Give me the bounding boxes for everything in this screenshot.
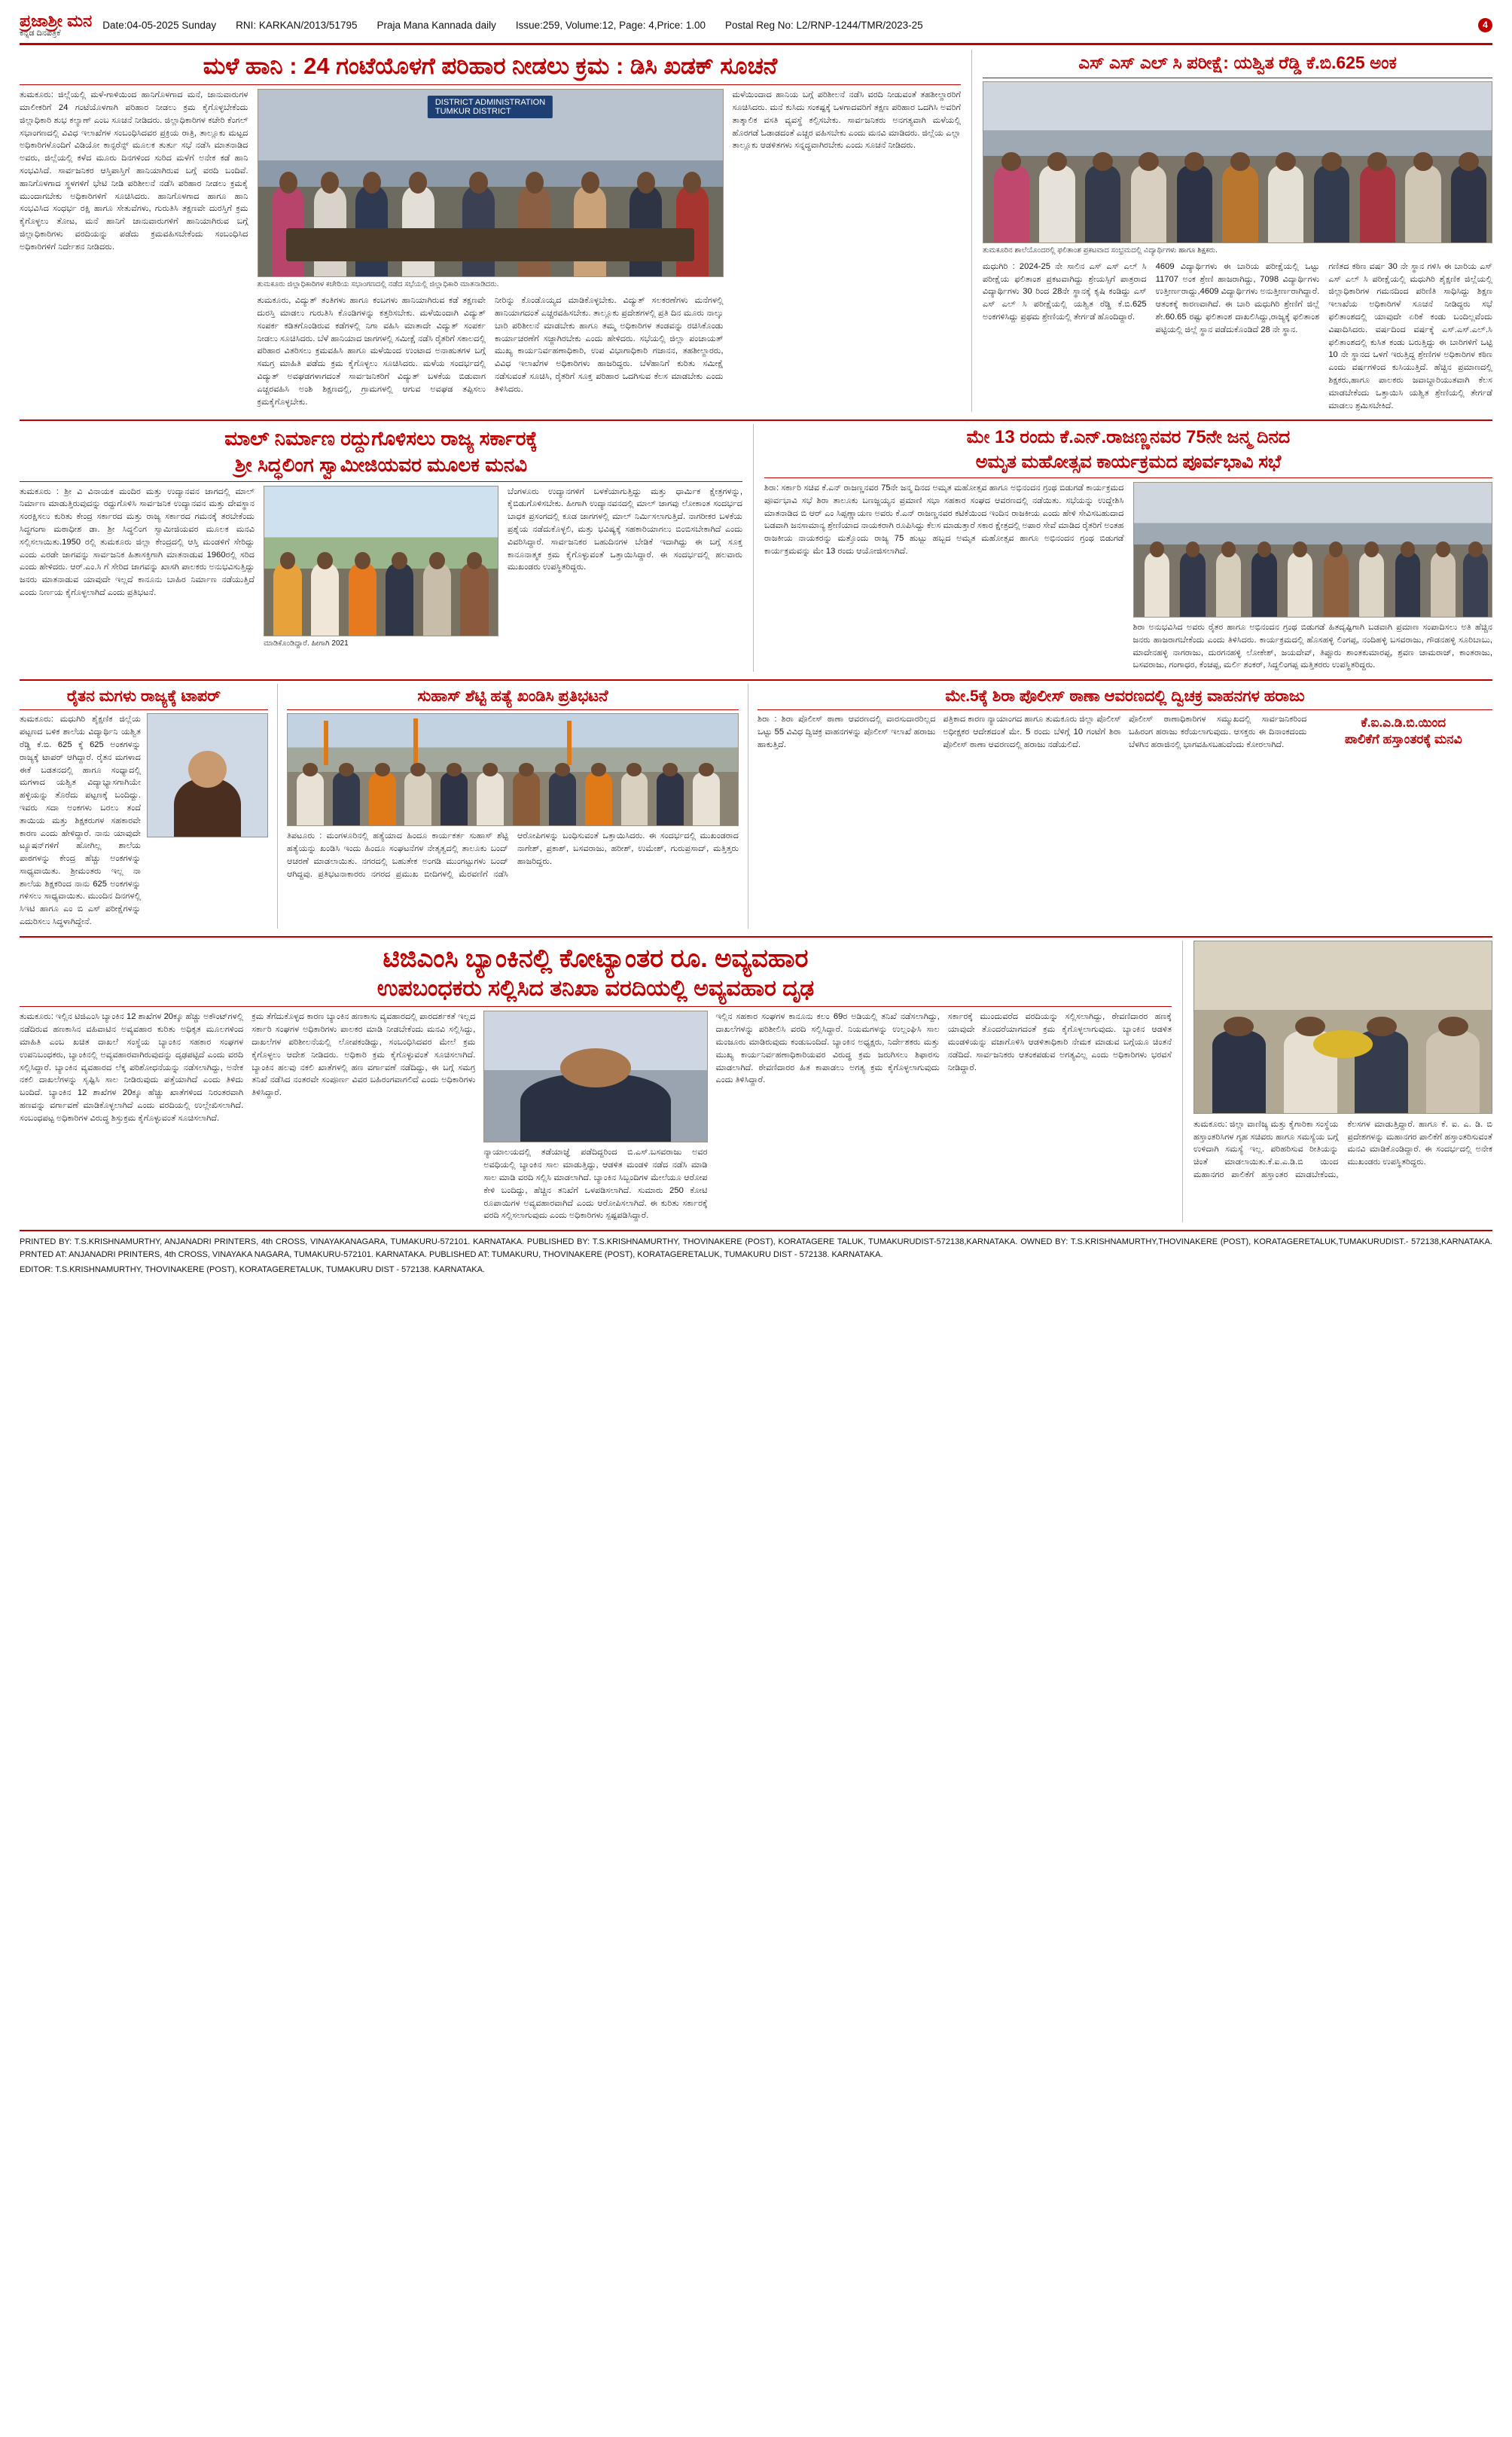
suhas-text: ತಿಪಟೂರು : ಮಂಗಳೂರಿನಲ್ಲಿ ಹತ್ಯೆಯಾದ ಹಿಂದೂ ಕಾರ್ಯಕರ್ತ ಸುಹಾಸ್ ಶೆಟ್ಟಿ ಹತ್ಯೆಯನ್ನು ಖಂಡಿಸಿ ಇಂದು ಹಿಂದೂ ಸಂಘಟನೆಗಳ ನೇತೃತ್ವದಲ್ಲಿ ತಾಲೂಕು ಬಂದ್ ಆಚರಣೆ ಮಾಡಲಾಯಿತು. ನಗರದಲ್ಲಿ ಬಹುತೇಕ ಅಂಗಡಿ ಮುಂಗಟ್ಟುಗಳು ಬಂದ್ ಆಗಿದ್ದವು. ಪ್ರತಿಭಟನಾಕಾರರು ನಗರದ ಪ್ರಮುಖ ಬೀದಿಗಳಲ್ಲಿ ಮೆರವಣಿಗೆ ನಡೆಸಿ ಆರೋಪಿಗಳನ್ನು ಬಂಧಿಸುವಂತೆ ಒತ್ತಾಯಿಸಿದರು. ಈ ಸಂದರ್ಭದಲ್ಲಿ ಮುಖಂಡರಾದ ನಾಗೇಶ್, ಪ್ರಕಾಶ್, ಬಸವರಾಜು, ಹರೀಶ್, ಉಮೇಶ್, ಗುರುಪ್ರಸಾದ್, ಮತ್ತಿತ್ತರು ಹಾಜರಿದ್ದರು. [287, 831, 739, 879]
police-col-3: ಪೊಲೀಸ್ ಠಾಣಾಧಿಕಾರಿಗಳ ಸಮ್ಮುಖದಲ್ಲಿ ಸಾರ್ವಜನಿಕರಿಂದ ಬಹಿರಂಗ ಹರಾಜು ಕರೆಯಲಾಗುವುದು. ಆಸಕ್ತರು ಈ ದಿನಾಂಕದಂದು ಬೆಳಗಿನ ಹರಾಜಿನಲ್ಲಿ ಭಾಗವಹಿಸಬಹುದೆಂದು ಕೋರಲಾಗಿದೆ. [1129, 715, 1307, 749]
masthead-issue: Issue:259, Volume:12, Page: 4,Price: 1.00 [515, 19, 706, 31]
sslc-headline: ಎಸ್ ಎಸ್ ಎಲ್ ಸಿ ಪರೀಕ್ಷೆ: ಯಶ್ವಿತ ರೆಡ್ಡಿ ಕೆ.ಬಿ.625 ಅಂಕ [1078, 52, 1397, 72]
bank-headline-line1: ಟಿಜಿಎಂಸಿ ಬ್ಯಾಂಕಿನಲ್ಲಿ ಕೋಟ್ಯಾಂತರ ರೂ. ಅವ್ಯವಹಾರ [383, 944, 809, 973]
lead-photo-caption: ತುಮಕೂರು ಜಿಲ್ಲಾಧಿಕಾರಿಗಳ ಕಚೇರಿಯ ಸಭಾಂಗಣದಲ್ಲಿ ನಡೆದ ಸಭೆಯಲ್ಲಿ ಜಿಲ್ಲಾಧಿಕಾರಿ ಮಾತನಾಡಿದರು. [257, 280, 499, 289]
masthead-postal: Postal Reg No: L2/RNP-1244/TMR/2023-25 [725, 19, 923, 31]
mall-col-1: ತುಮಕೂರು : ಶ್ರೀ ವಿ ವಿನಾಯಕ ಮಂದಿರ ಮತ್ತು ಉದ್ಯಾನವನ ಜಾಗದಲ್ಲಿ ಮಾಲ್ ನಿರ್ಮಾಣ ಮಾಡುತ್ತಿರುವುದನ್ನು ರದ್ದುಗೊಳಿಸಿ ಸಾರ್ವಜನಿಕ ಉದ್ಯಾನವನ ಮತ್ತು ದೇವಸ್ಥಾನ ಸಂರಕ್ಷಿಸಲು ಕುರಿತು ಕೇಂದ್ರ ಸರ್ಕಾರದ ಮತ್ತು ರಾಜ್ಯ ಸರ್ಕಾರದ ಗಮನಕ್ಕೆ ತರಬೇಕೆಂದು ಸಿದ್ಧಗಂಗಾ ಮಠಾಧೀಶ ಡಾ. ಶ್ರೀ ಸಿದ್ಧಲಿಂಗ ಸ್ವಾಮೀಜಿಯವರ ಮೂಲಕ ಮನವಿ ಸಲ್ಲಿಸಲಾಯಿತು.1950 ರಲ್ಲಿ ತುಮಕೂರು ಜಿಲ್ಲಾ ಕೇಂದ್ರದಲ್ಲಿ ಆಸ್ತಿ ಮಂಡಳಿಗೆ ಸೇರಿದ್ದು ಎಂದು ಎರಡೇ ಜಾಗವನ್ನು ಸಾರ್ವಜನಿಕ ಹಿತಾಸಕ್ತಿಗಾಗಿ ಮಾತನಾಡುವ 1960ರಲ್ಲಿ ಸರಿದ ಎಂದು ಹೇಳಿದರು. ಆರ್.ಎಂ.ಸಿ ಗೆ ಸೇರಿದ ಜಾಗವನ್ನು ಖಾಸಗಿ ಪಾಲಕರು ಅನುಭವಿಸುತ್ತಿದ್ದು ಜನರು ಮಾತನಾಡುವ ಯಾವುದೇ ಇಲ್ಲದೆ ಕಾನೂನು ಬಾಹಿರ ನಿರ್ಮಾಣ ನಡೆಯುತ್ತಿದೆ ಎಂದು ನಿರ್ಣಯ ಕೈಗೊಳ್ಳಲಾಗಿದೆ ಎಂದು ಪ್ರತಿಭಟನೆ. [20, 486, 255, 598]
masthead-info [102, 20, 1468, 31]
column-divider-5 [1182, 941, 1183, 1222]
police-headline: ಮೇ.5ಕ್ಕೆ ಶಿರಾ ಪೊಲೀಸ್ ಠಾಣಾ ಆವರಣದಲ್ಲಿ ದ್ವಿಚಕ್ರ ವಾಹನಗಳ ಹರಾಜು [945, 688, 1305, 706]
may13-story [764, 424, 1492, 672]
police-col-1: ಶಿರಾ : ಶಿರಾ ಪೊಲೀಸ್ ಠಾಣಾ ಆವರಣದಲ್ಲಿ ವಾರಸುದಾರರಿಲ್ಲದ ಒಟ್ಟು 55 ವಿವಿಧ ದ್ವಿಚಕ್ರ ವಾಹನಗಳನ್ನು ಪೊಲೀಸ್ ಇಲಾಖೆ ಹರಾಜು ಹಾಕುತ್ತಿದೆ. [758, 715, 936, 749]
masthead-title-en: Praja Mana Kannada daily [376, 19, 496, 31]
farmer-portrait-photo [147, 713, 268, 837]
mall-headline-line2: ಶ್ರೀ ಸಿದ್ಧಲಿಂಗ ಸ್ವಾಮೀಜಿಯವರ ಮೂಲಕ ಮನವಿ [234, 453, 528, 476]
bank-col-1: ತುಮಕೂರು: ಇಲ್ಲಿನ ಟಿಜಿಎಂಸಿ ಬ್ಯಾಂಕಿನ 12 ಶಾಖೆಗಳ 20ಕ್ಕೂ ಹೆಚ್ಚು ಅಕೌಂಟ್‌ಗಳಲ್ಲಿ ನಡೆದಿರುವ ಹಣಕಾಸಿನ ವಹಿವಾಟಿನ ಅವ್ಯವಹಾರ ಕುರಿತು ಅಧಿಕೃತ ಮೂಲಗಳಿಂದ ಮಾಹಿತಿ ಎಂಬ ಖಚಿತ ದಾಖಲೆ ಸಂಸ್ಥೆಯ ಬ್ಯಾಂಕಿನ ಸಹಕಾರ ಸಂಘಗಳ ಉಪನಿಬಂಧಕರು, ಬ್ಯಾಂಕಿನಲ್ಲಿ ಅವ್ಯವಹಾರವಾಗಿರುವುದನ್ನು ದೃಢಪಟ್ಟಿದೆ ಎಂದು ವರದಿ ಸಲ್ಲಿಸಿದ್ದಾರೆ. ಬ್ಯಾಂಕಿನ ವ್ಯವಹಾರದ ಲೆಕ್ಕ ಪರಿಶೋಧನೆಯನ್ನು ನಡೆಸಲಾಗಿದ್ದು, ಅನೇಕ ನಕಲಿ ದಾಖಲೆಗಳನ್ನು ಸೃಷ್ಟಿಸಿ ಸಾಲ ನೀಡಿರುವುದು ಪತ್ತೆಯಾಗಿದೆ ಎಂದು ತಿಳಿದು ಬಂದಿದೆ. ಬ್ಯಾಂಕಿನ 12 ಶಾಖೆಗಳ 20ಕ್ಕೂ ಹೆಚ್ಚು ಖಾತೆಗಳಿಂದ ನಿರಂತರವಾಗಿ ಹಣವನ್ನು ವರ್ಗಾವಣೆ ಮಾಡಿಕೊಳ್ಳಲಾಗಿದೆ ಎಂದು ವರದಿಯಲ್ಲಿ ಉಲ್ಲೇಖಿಸಲಾಗಿದೆ. ಸಂಬಂಧಪಟ್ಟ ಅಧಿಕಾರಿಗಳ ವಿರುದ್ಧ ಶಿಸ್ತುಕ್ರಮ ಕೈಗೊಳ್ಳುವಂತೆ ಸೂಚಿಸಲಾಗಿದೆ. [20, 1012, 244, 1123]
farmer-text: ತುಮಕೂರು: ಮಧುಗಿರಿ ಶೈಕ್ಷಣಿಕ ಜಿಲ್ಲೆಯ ಪಟ್ಟಣದ ಬಳಿಕ ಶಾಲೆಯ ವಿದ್ಯಾರ್ಥಿನಿ ಯಶ್ವಿತ ರೆಡ್ಡಿ ಕೆ.ಬಿ. 625 ಕ್ಕೆ 625 ಅಂಕಗಳನ್ನು ರಾಜ್ಯಕ್ಕೆ ಟಾಪರ್ ಆಗಿದ್ದಾರೆ. ರೈತನ ಮಗಳಾದ ಈಕೆ ಬಡತನದಲ್ಲಿ ಹಾಗೂ ಸಂಧ್ಯಾದಲ್ಲಿ ಮಗಳಾದ ಯಶ್ವಿತ ವಿದ್ಯಾಭ್ಯಾಸಗಾಗಿಯೇ ಹಳ್ಳಿಯನ್ನು ತೊರೆದು ಪಟ್ಟಣಕ್ಕೆ ಬಂದಿದ್ದು. ಇವರು ಸದಾ ಅಂಕಗಳು ಬರಲು ತಂದೆ ತಾಯಿಯ ಮತ್ತು ಶಿಕ್ಷಕರುಗಳ ಸಹಕಾರವೇ ಕಾರಣ ಎಂದು ಹೇಳಿದ್ದಾರೆ. ನಾನು ಯಾವುದೇ ಟ್ಯೂಷನ್‌ಗಳಿಗೆ ಹೋಗಿಲ್ಲ ಶಾಲೆಯ ಪಾಠಗಳನ್ನು ಕೇಂದ್ರ ಹೆಚ್ಚು ಅಂಕಗಳನ್ನು ಸಾಧ್ಯವಾಯಿತು. ಶ್ರೀಮಂತರು ಇಲ್ಲ ನಾ ಶಾಲೆಯ ಶಿಕ್ಷಕರಿಂದ ನಾನು 625 ಅಂಕಗಳನ್ನು ಗಳಿಸಲು ಸಾಧ್ಯವಾಯಿತು. ಮುಂದಿನ ದಿನಗಳಲ್ಲಿ ಸಿಇಟಿ ಹಾಗೂ ಎಂ ಬಿ ಎಸ್ ಪರೀಕ್ಷೆಗಳನ್ನು ಎದುರಿಸಲು ಸಿದ್ಧಳಾಗಿದ್ದೇನೆ. [20, 715, 141, 927]
lead-col-3: ನೀರಿನ್ನು ಕೊಂಡೊಯ್ಯದ ಮಾಡಿಕೊಳ್ಳಬೇಕು. ವಿದ್ಯುತ್ ಸಲಕರಣೆಗಳು ಮನೆಗಳಲ್ಲಿ ಹಾನಿಯಾಗದಂತೆ ಎಚ್ಚರವಹಿಸಬೇಕು. ತಾಲ್ಲೂಕು ಪ್ರದೇಶಗಳಲ್ಲಿ ಪ್ರತಿ ದಿನ ಮೂರು ನಾಲ್ಕು ಬಾರಿ ಪರಿಶೀಲನೆ ಮಾಡಬೇಕು ಹಾಗೂ ತಮ್ಮ ಅಧಿಕಾರಿಗಳ ತಂಡವನ್ನು ರಚಿಸಿಕೊಂಡು ಕಾರ್ಯಾಚರಣೆಗೆ ಸಜ್ಜಾಗಿರಬೇಕು ಎಂದು ಹೇಳಿದರು. ಸಭೆಯಲ್ಲಿ ಜಿಲ್ಲಾ ಪಂಚಾಯತ್ ಮುಖ್ಯ ಕಾರ್ಯನಿರ್ವಹಣಾಧಿಕಾರಿ, ಉಪ ವಿಭಾಗಾಧಿಕಾರಿ ಗಜಾನನ, ತಹಶೀಲ್ದಾರರು, ವಿವಿಧ ಇಲಾಖೆಗಳ ಅಧಿಕಾರಿಗಳು ಹಾಜರಿದ್ದರು. ಬೆಳೆಹಾನಿಗೆ ಕುರಿತು ಸಮೀಕ್ಷೆ ನಡೆಸುವಂತೆ ಸೂಚಿಸಿ, ರೈತರಿಗೆ ಸೂಕ್ತ ಪರಿಹಾರ ಒದಗಿಸುವ ಕೆಲಸ ಮಾಡಬೇಕು ಎಂದು ತಿಳಿಸಿದರು. [495, 296, 724, 394]
may13-col-2: ಶಿರಾ ಅನುಭವಿಸಿದ ಅವರು ರೈತರ ಹಾಗೂ ಅಭಿನಂದನ ಗ್ರಂಥ ಬಿಡುಗಡೆ ಹಿತದೃಷ್ಟಿಗಾಗಿ ಬಡವಾಗಿ ಪ್ರಮಾಣ ಸಂಪಾದಿಸಲು ಅತಿ ಹೆಚ್ಚಿನ ಜನರು ಹಾಜರಾಗಬೇಕೆಂದು ಎಂದು ತಿಳಿಸಿದರು. ಕಾರ್ಯಕ್ರಮದಲ್ಲಿ ಹೊಸಹಳ್ಳಿ ಲಿಂಗಪ್ಪ, ನಂದಿಹಳ್ಳಿ ಬಸವರಾಜು, ಗೌಡನಹಳ್ಳಿ ಸೂರಿಬಾಬು, ಮಾದೇನಹಳ್ಳಿ ನಾಗರಾಜು, ದುರಗನಹಳ್ಳಿ ಲೋಕೇಶ್, ಜಯದೇವ್, ತಿಪ್ಪೂರು ಶಾಂತಕುಮಾರಪ್ಪ, ಶ್ರವಣ ಚಾಮರಾಜ್, ಕಾಂತರಾಜು, ಬಸವರಾಜು, ಗಂಗಾಧರ, ಕೆಂಚಪ್ಪ, ಮರ್ಲಿ ಶಂಕರ್, ಸಿದ್ದಲಿಂಗಪ್ಪ ಮತ್ತಿತರರು ಉಪಸ್ಥಿತರಿದ್ದರು. [1132, 622, 1492, 670]
page-number-badge: 4 [1478, 18, 1492, 32]
imprint-line-1: PRINTED BY: T.S.KRISHNAMURTHY, ANJANADRI PRINTERS, 4th CROSS, VINAYAKANAGARA, TUMAKURU-572101. KARNATAKA. PUBLISHED BY: T.S.KRISHNAMURTHY, THOVINAKERE (POST), KORATAGERE TALUK, TUMAKURUDIST-572138,KARNATAKA. OWNED BY: T.S.KRISHNAMURTHY,THOVINAKERE (POST), KORATAGERETALUK,TUMAKURUDIST.- 572138,KARNATAKA. PRNTED AT: ANJANADRI PRINTERS, 4th CROSS, VINAYAKA NAGARA, TUMAKURU-572101. KARNATAKA. PUBLISHED AT: TUMAKURU, THOVINAKERE (POST), KORATAGERETALUK, TUMAKURU DIST - 572138. KARNATAKA. [20, 1237, 1492, 1260]
bank-col-3: ನ್ಯಾಯಾಲಯದಲ್ಲಿ ತಡೆಯಾಜ್ಞೆ ಪಡೆದಿದ್ದರಿಂದ ಬಿ.ಎಸ್.ಬಸವರಾಜು ಅವರ ಅವಧಿಯಲ್ಲಿ ಬ್ಯಾಂಕಿನ ಸಾಲ ಮಾಡುತ್ತಿದ್ದು, ಆಡಳಿತ ಮಂಡಳಿ ನಡೆದ ನಡೆಸಿ ಮಾಡಿ ಸಾಲ ಮಾಡಿ ವರದಿ ಸಲ್ಲಿಸಿ ಮಾಡಲಾಗಿದೆ. ಬ್ಯಾಂಕಿನ ಸಿಬ್ಬಂದಿಗಳ ಮೇಲೆಯೂ ಆರೋಪ ಕೇಳಿ ಬಂದಿದ್ದು, ಹೆಚ್ಚಿನ ತನಿಖೆಗೆ ಒಳಪಡಿಸಲಾಗಿದೆ. ಸುಮಾರು 250 ಕೋಟಿ ರೂಪಾಯಿಗಳ ಅವ್ಯವಹಾರವಾಗಿದೆ ಎಂದು ಆರೋಪಿಸಲಾಗಿದೆ. ಈ ಕುರಿತು ಸರ್ಕಾರಕ್ಕೆ ವರದಿ ಸಲ್ಲಿಸಲಾಗುವುದು ಎಂದು ಅಧಿಕಾರಿಗಳು ಸ್ಪಷ್ಟಪಡಿಸಿದ್ದಾರೆ. [483, 1148, 708, 1221]
kiadb-headline-line2: ಪಾಲಿಕೆಗೆ ಹಸ್ತಾಂತರಕ್ಕೆ ಮನವಿ [1344, 731, 1462, 746]
may13-headline-line1: ಮೇ 13 ರಂದು ಕೆ.ಎನ್.ರಾಜಣ್ಣನವರ 75ನೇ ಜನ್ಮ ದಿನದ [966, 427, 1291, 448]
sslc-col-3: ಗಣಿತದ ಕಠಿಣ ವರ್ಷ 30 ನೇ ಸ್ಥಾನ ಗಳಿಸಿ ಈ ಬಾರಿಯ ಎಸ್ ಎಸ್ ಎಲ್ ಸಿ ಪರೀಕ್ಷೆಯಲ್ಲಿ ಮಧುಗಿರಿ ಶೈಕ್ಷಣಿಕ ಜಿಲ್ಲೆಯಲ್ಲಿ ಜಿಲ್ಲಾಧಿಕಾರಿಗಳ ಗಮನದಿಂದ ಪರಿಣಿತಿ ಸಾಧಿಸಿದ್ದು ಶಿಕ್ಷಣ ಇಲಾಖೆಯ ಅಧಿಕಾರಿಗಳೆ ಸೂಚನೆ ನೀಡಿದ್ದರು ಸಭೆ ಫಲಿತಾಂಶದಲ್ಲಿ ಯಾವುದೇ ಏರಿಕೆ ಕಂಡು ಬಂದಿಲ್ಲವೆಂದು ವಿಷಾದಿಸಿದರು. ವರ್ಷದಿಂದ ವರ್ಷಕ್ಕೆ ಎಸ್.ಎಸ್.ಎಲ್.ಸಿ ಫಲಿತಾಂಶದಲ್ಲಿ ಕುಸಿತ ಕಂಡು ಬರುತ್ತಿದ್ದು ಈ ಬಾರಿಗಳಿಗೆ ಒಟ್ಟಿ 10 ನೇ ಸ್ಥಾನದ ಒಳಗೆ ಇರುತ್ತಿದ್ದ ಶ್ರೇಣಿಗಳ ಅಧಿಕಾರಿಗಳ ಕಠಿಣ ಎಂದು ವರ್ಷಗಳಿಂದ ಕುಸಿಯುತ್ತಿದೆ. ಹೆಚ್ಚಿನ ಪ್ರಮಾಣದಲ್ಲಿ ಶಿಕ್ಷಕರು,ಹಾಗೂ ಪಾಲಕರು ಜವಾಬ್ದಾರಿಯುತವಾಗಿ ಕೆಲಸ ಮಾಡಬೇಕೆಂದು ಒತ್ತಾಯಿಸಿ ಯಶ್ವಿತ ಶ್ರೇಣಿಯಲ್ಲಿ ತೇರ್ಗಡೆ ಮಾಡಲು ಶ್ರಮಿಸಬೇಕಿದೆ. [1328, 261, 1492, 410]
sslc-col-2: 4609 ವಿದ್ಯಾರ್ಥಿಗಳು ಈ ಬಾರಿಯ ಪರೀಕ್ಷೆಯಲ್ಲಿ ಒಟ್ಟು 11707 ಅಂಕ ಶ್ರೇಣಿ ಹಾಜರಾಗಿದ್ದು, 7098 ವಿದ್ಯಾರ್ಥಿಗಳು ಉತ್ತೀರ್ಣರಾದ್ದು,4609 ವಿದ್ಯಾರ್ಥಿಗಳು ಅನುತ್ತೀರ್ಣರಾಗಿದ್ದಾರೆ. ಆತಂಕಕ್ಕೆ ಕಾರಣವಾಗಿದೆ. ಈ ಬಾರಿ ಮಧುಗಿರಿ ಶ್ರೇಣಿಗೆ ಜಿಲ್ಲೆ ಶೇ.60.65 ರಷ್ಟು ಫಲಿತಾಂಶ ದಾಖಲಿಸಿದ್ದು,ರಾಜ್ಯಕ್ಕೆ ಫಲಿತಾಂಶ ಪಟ್ಟಿಯಲ್ಲಿ ಜಿಲ್ಲೆ ಸ್ಥಾನ ಪಡೆದುಕೊಂಡಿದೆ 28 ನೇ ಸ್ಥಾನ. [1155, 261, 1320, 334]
publication-logo [20, 12, 92, 38]
imprint-footer [20, 1230, 1492, 1276]
column-divider-2 [753, 424, 754, 672]
bank-headline-line2: ಉಪಬಂಧಕರು ಸಲ್ಲಿಸಿದ ತನಿಖಾ ವರದಿಯಲ್ಲಿ ಅವ್ಯವಹಾರ ದೃಢ [376, 975, 815, 1001]
may13-photo [1133, 482, 1493, 618]
logo-subtitle: ಕನ್ನಡ ದಿನಪತ್ರಿಕೆ [20, 29, 61, 38]
masthead [20, 12, 1492, 45]
logo-title: ಪ್ರಜಾಶ್ರೀ ಮನ [20, 11, 93, 30]
lead-story [20, 50, 961, 413]
column-divider [971, 50, 972, 413]
masthead-date: Date:04-05-2025 Sunday [102, 19, 217, 31]
sslc-photo-caption: ತುಮಕೂರಿನ ಶಾಲೆಯೊಂದರಲ್ಲಿ ಫಲಿತಾಂಶ ಪ್ರಕಟವಾದ ಸಂಭ್ರಮದಲ್ಲಿ ವಿದ್ಯಾರ್ಥಿಗಳು ಹಾಗೂ ಶಿಕ್ಷಕರು. [983, 246, 1218, 255]
police-col-2: ಪತ್ರಿಕಾದ ಕಾರಣ ನ್ಯಾಯಾಂಗದ ಹಾಗೂ ತುಮಕೂರು ಜಿಲ್ಲಾ ಪೊಲೀಸ್ ಅಧೀಕ್ಷಕರ ಆದೇಶದಂತೆ ಮೇ. 5 ರಂದು ಬೆಳಿಗ್ಗೆ 10 ಗಂಟೆಗೆ ಶಿರಾ ಪೊಲೀಸ್ ಠಾಣಾ ಆವರಣದಲ್ಲಿ ಹರಾಜು ನಡೆಯಲಿದೆ. [943, 715, 1121, 749]
bank-col-4: ಇಲ್ಲಿನ ಸಹಕಾರ ಸಂಘಗಳ ಕಾನೂನು ಕಲಂ 69ರ ಅಡಿಯಲ್ಲಿ ತನಿಖೆ ನಡೆಸಲಾಗಿದ್ದು, ದಾಖಲೆಗಳನ್ನು ಪರಿಶೀಲಿಸಿ ವರದಿ ಸಲ್ಲಿಸಿದ್ದಾರೆ. ನಿಯಮಗಳನ್ನು ಉಲ್ಲಂಘಿಸಿ ಸಾಲ ಮಂಜೂರು ಮಾಡಿರುವುದು ಕಂಡುಬಂದಿದೆ. ಬ್ಯಾಂಕಿನ ಅಧ್ಯಕ್ಷರು, ನಿರ್ದೇಶಕರು ಮತ್ತು ಮುಖ್ಯ ಕಾರ್ಯನಿರ್ವಹಣಾಧಿಕಾರಿಯವರ ವಿರುದ್ಧ ಕ್ರಮ ಜರುಗಿಸಲು ಶಿಫಾರಸು ಮಾಡಲಾಗಿದೆ. ಠೇವಣಿದಾರರ ಹಿತ ಕಾಪಾಡಲು ಅಗತ್ಯ ಕ್ರಮ ಕೈಗೊಳ್ಳಲಾಗುವುದು ಎಂದು ತಿಳಿಸಿದ್ದಾರೆ. [715, 1012, 940, 1085]
sslc-story [983, 50, 1492, 413]
bank-col-5: ಸರ್ಕಾರಕ್ಕೆ ಮುಂದುವರೆದ ವರದಿಯನ್ನು ಸಲ್ಲಿಸಲಾಗಿದ್ದು, ಠೇವಣಿದಾರರ ಹಣಕ್ಕೆ ಯಾವುದೇ ತೊಂದರೆಯಾಗದಂತೆ ಕ್ರಮ ಕೈಗೊಳ್ಳಲಾಗುವುದು. ಬ್ಯಾಂಕಿನ ಆಡಳಿತ ಮಂಡಳಿಯನ್ನು ವಜಾಗೊಳಿಸಿ ಆಡಳಿತಾಧಿಕಾರಿ ನೇಮಕ ಮಾಡುವ ಬಗ್ಗೆಯೂ ಚಿಂತನೆ ನಡೆದಿದೆ. ಸಾರ್ವಜನಿಕರು ಆತಂಕಪಡುವ ಅಗತ್ಯವಿಲ್ಲ ಎಂದು ಅಧಿಕಾರಿಗಳು ಭರವಸೆ ನೀಡಿದ್ದಾರೆ. [947, 1012, 1172, 1072]
kiadb-photo [1193, 941, 1492, 1114]
may13-col-1: ಶಿರಾ: ಸರ್ಕಾರಿ ಸಚಿವ ಕೆ.ಎನ್ ರಾಜಣ್ಣನವರ 75ನೇ ಜನ್ಮ ದಿನದ ಅಮೃತ ಮಹೋತ್ಸವ ಹಾಗೂ ಅಭಿನಂದನ ಗ್ರಂಥ ಬಿಡುಗಡೆ ಕಾರ್ಯಕ್ರಮದ ಪೂರ್ವಭಾವಿ ಸಭೆ ಶಿರಾ ತಾಲೂಕು ಬಣಜ್ಜಯ್ಯನ ಪ್ರಮಾಣಿ ಸಭಾ ಸಹಕಾರ ಸಂಘದ ಆವರಣದಲ್ಲಿ ನಡೆಯಿತು. ಸಭೆಯನ್ನು ಉದ್ದೇಶಿಸಿ ಮಾತನಾಡಿದ ಬಿ ಆರ್ ಎಂ ಸಿಪ್ಪಣ್ಣಾಯಣ ಅವರು ಕೆ.ಎನ್ ರಾಜಣ್ಣನವರ ಕಟಿಕೆಯಿಂದ ಇಂದಿನ ರಾಜಕೀಯ ಎಂದು ಹೇಳಿ ಸೇವಿಸಬಹುದಾದ ಬಡವಾಗಿ ಜನಸಾಮಾನ್ಯ ಶ್ರೇಣಿಯಾದ ನಾಯಕರಾಗಿ ರೂಪಿಸಿದ್ದು ಕೆಲಸ ಮಾಡುತ್ತಾರೆ ಸಕಾರ ಕ್ಷೇತ್ರದಲ್ಲಿ ಅಪಾರ ಸೇವೆ ಮಾಡಿದ ರೈತರಿಗೆ ಅಂತಹ ರಾಜಕೀಯ ನಾಯಕರನ್ನು ಮತ್ತೊಂದು ರಾಜ್ಯ 75 ಹುಟ್ಟು ಹಬ್ಬದ ಅಮೃತ ಮಹೋತ್ಸವ ಹಾಗೂ ಅಭಿನಂದನ ಗ್ರಂಥ ಬಿಡುಗಡೆ ಕಾರ್ಯಕ್ರಮವನ್ನು ಮೇ 13 ರಂದು ಆಯೋಜಿಸಲಾಗಿದೆ. [764, 483, 1124, 556]
suhas-headline: ಸುಹಾಸ್ ಶೆಟ್ಟಿ ಹತ್ಯೆ ಖಂಡಿಸಿ ಪ್ರತಿಭಟನೆ [417, 688, 608, 706]
farmer-headline: ರೈತನ ಮಗಳು ರಾಜ್ಯಕ್ಕೆ ಟಾಪರ್ [66, 688, 221, 706]
suhas-photo [287, 713, 739, 826]
kiadb-text: ತುಮಕೂರು: ಜಿಲ್ಲಾ ವಾಣಿಜ್ಯ ಮತ್ತು ಕೈಗಾರಿಕಾ ಸಂಸ್ಥೆಯ ಹಸ್ತಾಂತರಿಸಿಗಳ ಗೃಹ ಸಚಿವರು ಹಾಗೂ ಸಮಸ್ಯೆಯ ಬಗ್ಗೆ ಉಳಿದಾಗಿ ಸಮಸ್ಯೆ ಇಲ್ಲ. ಪರಿಹರಿಸುವ ರೀತಿಯನ್ನು ಚಿಂತೆ ಮಾಡಲಾಯಿತು.ಕೆ.ಐ.ಎ.ಡಿ.ಬಿ ಯಿಂದ ಮಹಾನಗರ ಪಾಲಿಕೆಗೆ ಹಸ್ತಾಂತರ ಮಾಡಬೇಕೆಂದು, ಕೆಲಸಗಳ ಮಾಡುತ್ತಿದ್ದಾರೆ. ಹಾಗೂ ಕೆ. ಐ. ಎ. ಡಿ. ಬಿ ಪ್ರದೇಶಗಳನ್ನು ಮಹಾನಗರ ಪಾಲಿಕೆಗೆ ಹಸ್ತಾಂತರಿಸುವಂತೆ ಮನವಿ ಮಾಡಿಕೊಂಡಿದ್ದಾರೆ. ಈ ಸಂದರ್ಭದಲ್ಲಿ ಅನೇಕ ಮುಖಂಡರು ಉಪಸ್ಥಿತರಿದ್ದರು. [1193, 1119, 1492, 1180]
kiadb-story [1193, 941, 1492, 1222]
kiadb-headline-line1: ಕೆ.ಐ.ಎ.ಡಿ.ಬಿ.ಯಿಂದ [1361, 715, 1446, 730]
lead-col-1: ತುಮಕೂರು: ಜಿಲ್ಲೆಯಲ್ಲಿ ಮಳೆ-ಗಾಳಿಯಿಂದ ಹಾನಿಗೊಳಗಾದ ಮನೆ, ಜಾನುವಾರುಗಳ ಮಾಲೀಕರಿಗೆ 24 ಗಂಟೆಯೊಳಗಾಗಿ ಪರಿಹಾರ ನೀಡಲು ಕ್ರಮ ಕೈಗೊಳ್ಳಬೇಕೆಂದು ಜಿಲ್ಲಾಧಿಕಾರಿ ಶುಭ ಕಲ್ಯಾಣ್ ಎಂಬ ಸೂಚನೆ ನೀಡಿದರು. ಜಿಲ್ಲಾಧಿಕಾರಿಗಳ ಕಚೇರಿ ಕೆಂಗಲ್ ಸಭಾಂಗಣದಲ್ಲಿ ವಿವಿಧ ಇಲಾಖೆಗಳ ಸಂಬಂಧಿಸಿದವರ ಪ್ರಕ್ರಿಯ ರಾತ್ರಿ, ತಾಲ್ಲೂಕು ಮಟ್ಟದ ಅಧಿಕಾರಿಗಳೊಂದಿಗೆ ವಿಡಿಯೋ ಕಾನ್ಫರೆನ್ಸ್ ಮೂಲಕ ತುರ್ತು ಸಭೆ ನಡೆಸಿ ಮಾತನಾಡಿದ ಅವರು, ಜಿಲ್ಲೆಯಲ್ಲಿ ಕಳೆದ ಮೂರು ದಿನಗಳಿಂದ ಸುರಿದ ಮಳೆಗೆ ಅನೇಕ ಕಡೆ ಹಾನಿ ಸಂಭವಿಸಿದೆ. ಸಾರ್ವಜನಿಕರ ಆಸ್ತಿಪಾಸ್ತಿಗೆ ಹಾನಿಯಾಗಿರುವ ಬಗ್ಗೆ ವರದಿ ಬಂದಿವೆ. ಹಾನಿಗೊಳಗಾದ ಸ್ಥಳಗಳಿಗೆ ಭೇಟಿ ನೀಡಿ ಪರಿಶೀಲನೆ ನಡೆಸಿ ಪರಿಹಾರ ನೀಡಲು ಕ್ರಮಕೈ ಮುಂದಾಗಬೇಕು ಅಧಿಕಾರಿಗಳಿಗೆ ಸೂಚಿಸಿದರು. ಹಾನಿಗೊಳಗಾದ ಹಾಗೂ ಹಾನಿ ಸಂಭವಿಸಿದ ಸಂಧರ್ಭ ರಕ್ಷಿ ಹಾಗೂ ಸೇತುವೆಗಳು, ಗುರುತಿಸಿ ತಕ್ಷಣವೇ ದುರಸ್ತಿಗೆ ಕ್ರಮ ಕೈಗೊಳ್ಳಲು ತೋಟ, ಮನೆ ಹಾನಿಗೆ ಜಾನುವಾರುಗಳಿಗೆ ಹಾನಿಯಾಗಿರುವ ಬಗ್ಗೆ ಜಿಲ್ಲಾಧಿಕಾರಿಗಳು ವರದಿಯನ್ನು ಪಡೆದು ಕ್ರಮವಹಿಸಬೇಕೆಂದು ಸಂಬಂಧಿಸಿದ ಅಧಿಕಾರಿಗಳಿಗೆ ನಿರ್ದೇಶನ ನೀಡಿದರು. [20, 90, 248, 252]
bank-story [20, 941, 1172, 1222]
lead-headline: ಮಳೆ ಹಾನಿ : 24 ಗಂಟೆಯೊಳಗೆ ಪರಿಹಾರ ನೀಡಲು ಕ್ರಮ : ಡಿಸಿ ಖಡಕ್ ಸೂಚನೆ [203, 52, 778, 79]
mall-col-2: ಬೆಂಗಳೂರು ಉದ್ಯಾನಗಳಿಗೆ ಬಳಕೆಯಾಗುತ್ತಿದ್ದು ಮತ್ತು ಧಾರ್ಮಿಕ ಕ್ಷೇತ್ರಗಳನ್ನು, ಕೈಬಿಡುಗೊಳಿಸಬೇಕು. ಹೀಗಾಗಿ ಉದ್ಯಾನವನದಲ್ಲಿ ಮಾಲ್ ಜಾಗವು ಲೋಕಾಂತ ಸಂದರ್ಭದ ಬಾಧಕ ಪ್ರಸಂಗದಲ್ಲಿ ಕೂಡ ಜಾಗಗಳಲ್ಲಿ ಮಾಲ್ ನಿರ್ಮಿಸಲಾಗುತ್ತಿದೆ. ನಾಗರೀಕರ ಬಳಕೆಯ ಪ್ರಶ್ನೆಯ ನಡೆದುಕೊಳ್ಳಲಿ, ಮತ್ತು ಭವಿಷ್ಯಕ್ಕೆ ಸಹಕಾರಿಯಾಗಲು ಬಿಂಬಿಸಬೇಕಾಗಿದೆ ಎಂದು ವಿವರಿಸಿದ್ದಾರೆ. ಸಾರ್ವಜನಿಕರ ಬಹುದಿನಗಳ ಬೇಡಿಕೆ ಇದಾಗಿದ್ದು ಈ ಬಗ್ಗೆ ಸೂಕ್ತ ಕಾನೂನಾತ್ಮಕ ಕ್ರಮ ಕೈಗೊಳ್ಳುವಂತೆ ಒತ್ತಾಯಿಸಿದ್ದಾರೆ. ಈ ಸಂದರ್ಭದಲ್ಲಿ ಹಲವಾರು ಮುಖಂಡರು ಉಪಸ್ಥಿತರಿದ್ದರು. [508, 486, 742, 572]
column-divider-3 [277, 684, 278, 929]
mall-story [20, 424, 742, 672]
mall-photo [264, 486, 498, 636]
bank-col-2: ಕ್ರಮ ತೆಗೆದುಕೊಳ್ಳದ ಕಾರಣ ಬ್ಯಾಂಕಿನ ಹಣಕಾಸು ವ್ಯವಹಾರದಲ್ಲಿ ಪಾರದರ್ಶಕತೆ ಇಲ್ಲದ ಸರ್ಕಾರಿ ಸಂಘಗಳ ಅಧಿಕಾರಿಗಳು ಪಾಲಕರ ಮಾಡಿ ನೀಡಬೇಕೆಂದು ಮನವಿ ಸಲ್ಲಿಸಿದ್ದು, ದಾಖಲೆಗಳ ಪರಿಶೀಲನೆಯಲ್ಲಿ ಲೋಪಕಂಡಿದ್ದು, ಸಂಬಂಧಿಸಿದವರ ಮೇಲೆ ಕ್ರಮ ಕೈಗೊಳ್ಳಲು ಆದೇಶ ನೀಡಿದರು. ಅಧಿಕಾರಿ ಕ್ರಮ ಕೈಗೊಳ್ಳುವಂತೆ ಸೂಚಿಸಲಾಗಿದೆ. ಬ್ಯಾಂಕಿನ ಹಲವು ನಕಲಿ ಖಾತೆಗಳಲ್ಲಿ ಹಣ ವರ್ಗಾವಣೆ ನಡೆದಿದ್ದು, ಈ ಬಗ್ಗೆ ಸಮಗ್ರ ತನಿಖೆ ನಡೆಸಿದ ನಂತರವೇ ಸಂಪೂರ್ಣ ವಿವರ ಬಹಿರಂಗವಾಗಲಿದೆ ಎಂದು ಅಧಿಕಾರಿಗಳು ತಿಳಿಸಿದ್ದಾರೆ. [251, 1012, 476, 1098]
suhas-protest-story [287, 684, 739, 929]
lead-col-2: ತುಮಕೂರು, ವಿದ್ಯುತ್ ತಂತಿಗಳು ಹಾಗೂ ಕಂಬಗಳು ಹಾನಿಯಾಗಿರುವ ಕಡೆ ತಕ್ಷಣವೇ ದುರಸ್ತಿ ಮಾಡಲು ಗುರುತಿಸಿ ಕೊಂಡಿಗಳನ್ನು ಕತ್ತರಿಸಬೇಕು. ಮಳೆಯಿಂದಾಗಿ ವಿದ್ಯುತ್ ಸಂಪರ್ಕ ಕಡಿತಗೊಂಡಿರುವ ಕಡೆಗಳಲ್ಲಿ ನಿಗಾ ವಹಿಸಿ ಮಾತಾದೇ ವಿದ್ಯುತ್ ಸಂಪರ್ಕ ನೀಡಲು ಸೂಚಿಸಿದರು. ಬೆಳೆ ಹಾನಿಯಾದ ಜಾಗಗಳಲ್ಲಿ ಸಮೀಕ್ಷೆ ನಡೆಸಿ ರೈತರಿಗೆ ಸಕಾಲದಲ್ಲಿ ಪರಿಹಾರ ವಿತರಿಸಲು ಕ್ರಮವಹಿಸಿ ಹಾಗೂ ಮಳೆಯಿಂದ ಉಂಟಾದ ಅನಾಹುತಗಳ ಬಗ್ಗೆ ಸಮಗ್ರ ಮಾಹಿತಿ ಪಡೆದು ಕ್ರಮ ಕೈಗೊಳ್ಳಲು ಸೂಚಿಸಿದರು. ಮಳೆಯ ಸಂದರ್ಭದಲ್ಲಿ ವಿದ್ಯುತ್ ಅವಘಡಗಳಾಗದಂತೆ ಸಾರ್ವಜನಿಕರಿಗೆ ವಿದ್ಯುತ್ ಬಳಕೆಯ ಬಿಡುವಾಗ ಎಚ್ಚರವಹಿಸಿ ಅಂಶಿ ಶಿಕ್ಷಣದಲ್ಲಿ, ಗ್ರಾಮಗಳಲ್ಲಿ ಆಗುವ ಅವಘಡ ತಪ್ಪಿಸಲು ಕ್ರಮಕೈಗೊಳ್ಳಬೇಕು. [257, 296, 486, 407]
mall-photo-caption: ಮಾಡಿಕೊಂಡಿದ್ದಾರೆ. ಹೀಗಾಗಿ 2021 [264, 639, 349, 648]
lead-photo: DISTRICT ADMINISTRATION TUMKUR DISTRICT [258, 89, 724, 277]
imprint-line-2: EDITOR: T.S.KRISHNAMURTHY, THOVINAKERE (POST), KORATAGERETALUK, TUMAKURU DIST - 572138. KARNATAKA. [20, 1265, 485, 1275]
may13-headline-line2: ಅಮೃತ ಮಹೋತ್ಸವ ಕಾರ್ಯಕ್ರಮದ ಪೂರ್ವಭಾವಿ ಸಭೆ [975, 451, 1282, 472]
farmer-topper-story [20, 684, 268, 929]
mall-headline-line1: ಮಾಲ್ ನಿರ್ಮಾಣ ರದ್ದುಗೊಳಿಸಲು ರಾಜ್ಯ ಸರ್ಕಾರಕ್ಕೆ [224, 427, 538, 450]
lead-col-4: ಮಳೆಯಿಂದಾದ ಹಾನಿಯ ಬಗ್ಗೆ ಪರಿಶೀಲನೆ ನಡೆಸಿ ವರದಿ ನೀಡುವಂತೆ ತಹಶೀಲ್ದಾರರಿಗೆ ಸೂಚಿಸಿದರು. ಮನೆ ಕುಸಿದು ಸಂಕಷ್ಟಕ್ಕೆ ಒಳಗಾದವರಿಗೆ ತಕ್ಷಣ ಪರಿಹಾರ ಒದಗಿಸಿ ಅವರಿಗೆ ತಾತ್ಕಾಲಿಕ ವಸತಿ ವ್ಯವಸ್ಥೆ ಕಲ್ಪಿಸಬೇಕು. ಸಾರ್ವಜನಿಕರು ಅನಗತ್ಯವಾಗಿ ಮಳೆಯಲ್ಲಿ ಹೊರಗಡೆ ಓಡಾಡದಂತೆ ಎಚ್ಚರ ವಹಿಸಬೇಕು ಎಂದು ಮನವಿ ಮಾಡಿದರು. ಜಿಲ್ಲೆಯ ಎಲ್ಲಾ ತಾಲ್ಲೂಕು ಆಡಳಿತಗಳು ಸನ್ನದ್ಧವಾಗಿರಬೇಕು ಎಂದು ಸೂಚನೆ ನೀಡಿದರು. [732, 90, 961, 151]
bank-officer-photo [483, 1011, 707, 1142]
masthead-rni: RNI: KARKAN/2013/51795 [236, 19, 358, 31]
sslc-photo [983, 81, 1492, 243]
sslc-col-1: ಮಧುಗಿರಿ : 2024-25 ನೇ ಸಾಲಿನ ಎಸ್ ಎಸ್ ಎಲ್ ಸಿ ಪರೀಕ್ಷೆಯ ಫಲಿತಾಂಶ ಪ್ರಕಟವಾಗಿದ್ದು ಶ್ರೇಯಸ್ಸಿಗೆ ಪಾತ್ರರಾದ ವಿದ್ಯಾರ್ಥಿಗಳು 30 ರಿಂದ 28ನೇ ಸ್ಥಾನಕ್ಕೆ ಕೃಷಿ ಕಂಡಿದ್ದು ಎಸ್ ಎಸ್ ಎಲ್ ಸಿ ಪರೀಕ್ಷೆಯಲ್ಲಿ ಯಶ್ವಿತ ರೆಡ್ಡಿ ಕೆ.ಬಿ.625 ಅಂಕಗಳಿಸಿದ್ದು ಪ್ರಥಮ ಶ್ರೇಣಿಯಲ್ಲಿ ತೇರ್ಗಡೆ ಹೊಂದಿದ್ದಾರೆ. [983, 261, 1147, 322]
police-kiadb-block [758, 684, 1492, 929]
